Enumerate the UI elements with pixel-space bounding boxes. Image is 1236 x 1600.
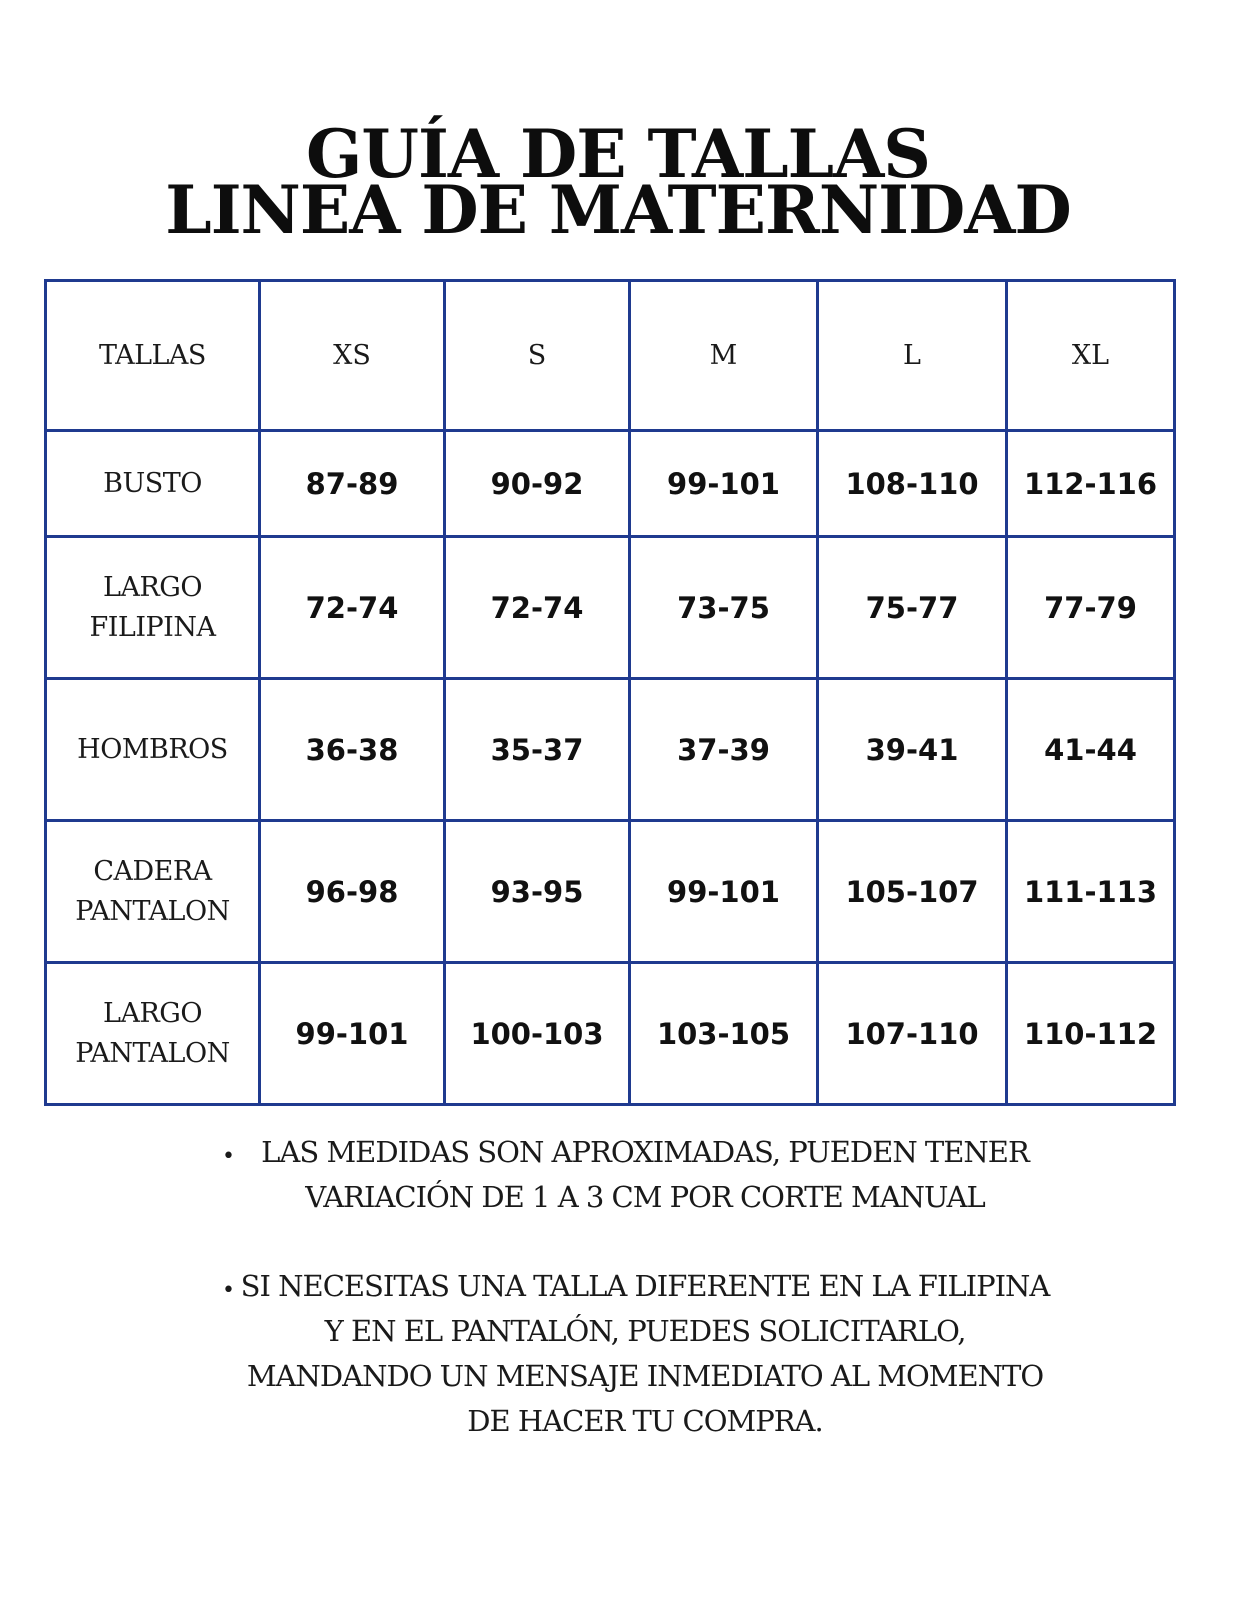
page-subtitle: LINEA DE MATERNIDAD xyxy=(165,171,1071,249)
value-cell xyxy=(818,963,1007,1105)
size-label: M xyxy=(709,340,738,371)
row-label-line: PANTALON xyxy=(75,895,230,927)
value-cell xyxy=(818,431,1007,537)
measurement-value: 87-89 xyxy=(305,466,399,501)
value-cell xyxy=(260,821,445,963)
header-cell-xs xyxy=(260,281,445,431)
header-cell-m xyxy=(630,281,818,431)
row-label-cell xyxy=(46,679,260,821)
table-row xyxy=(46,431,1175,537)
measurement-value: 108-110 xyxy=(845,466,979,501)
measurement-value: 99-101 xyxy=(667,874,780,909)
measurement-value: 111-113 xyxy=(1023,874,1158,909)
measurement-value: 39-41 xyxy=(865,732,959,767)
measurement-value: 105-107 xyxy=(845,874,979,909)
size-label: XL xyxy=(1071,340,1110,371)
row-label-cell xyxy=(46,963,260,1105)
measurement-value: 112-116 xyxy=(1023,466,1158,501)
note-line: VARIACIÓN DE 1 A 3 CM POR CORTE MANUAL xyxy=(305,1180,985,1214)
size-label: S xyxy=(527,340,547,371)
row-label-cell xyxy=(46,821,260,963)
measurement-value: 110-112 xyxy=(1023,1016,1158,1051)
measurement-value: 72-74 xyxy=(490,590,584,625)
measurement-value: 93-95 xyxy=(490,874,584,909)
note-line: DE HACER TU COMPRA. xyxy=(467,1404,823,1438)
measurement-value: 75-77 xyxy=(865,590,959,625)
header-cell-tallas xyxy=(46,281,260,431)
value-cell xyxy=(445,821,630,963)
corner-label: TALLAS xyxy=(99,339,206,371)
value-cell xyxy=(445,963,630,1105)
table-row xyxy=(46,963,1175,1105)
table-row xyxy=(46,679,1175,821)
value-cell xyxy=(260,679,445,821)
row-label-line: CADERA xyxy=(93,855,212,887)
measurement-value: 99-101 xyxy=(295,1016,409,1051)
note-line: MANDANDO UN MENSAJE INMEDIATO AL MOMENTO xyxy=(246,1359,1044,1393)
row-label: HOMBROS xyxy=(77,733,228,765)
value-cell xyxy=(260,537,445,679)
bullet-icon: • xyxy=(222,1278,235,1303)
measurement-value: 96-98 xyxy=(305,874,399,909)
value-cell xyxy=(818,537,1007,679)
note-line: Y EN EL PANTALÓN, PUEDES SOLICITARLO, xyxy=(324,1314,966,1348)
measurement-value: 41-44 xyxy=(1044,732,1137,767)
header-cell-s xyxy=(445,281,630,431)
measurement-value: 72-74 xyxy=(305,590,399,625)
size-label: XS xyxy=(333,340,371,371)
value-cell xyxy=(445,431,630,537)
size-label: L xyxy=(903,340,921,371)
row-label-line: LARGO xyxy=(103,997,202,1029)
row-label-line: PANTALON xyxy=(75,1037,230,1069)
row-label-cell xyxy=(46,431,260,537)
size-chart-table xyxy=(44,279,1176,1106)
table-row xyxy=(46,821,1175,963)
measurement-value: 107-110 xyxy=(845,1016,979,1051)
measurement-value: 90-92 xyxy=(490,466,584,501)
note-line: LAS MEDIDAS SON APROXIMADAS, PUEDEN TENER xyxy=(261,1135,1029,1169)
measurement-value: 99-101 xyxy=(667,466,780,501)
page-title: GUÍA DE TALLAS xyxy=(306,115,930,193)
value-cell xyxy=(1007,679,1175,821)
value-cell xyxy=(630,679,818,821)
measurement-value: 73-75 xyxy=(677,590,770,625)
value-cell xyxy=(260,431,445,537)
header-cell-l xyxy=(818,281,1007,431)
value-cell xyxy=(1007,431,1175,537)
row-label-line: FILIPINA xyxy=(89,611,216,643)
value-cell xyxy=(445,679,630,821)
measurement-value: 36-38 xyxy=(305,732,399,767)
note-approximate-measures xyxy=(210,1130,1080,1220)
measurement-value: 100-103 xyxy=(470,1016,604,1051)
value-cell xyxy=(630,821,818,963)
measurement-value: 35-37 xyxy=(490,732,584,767)
value-cell xyxy=(1007,963,1175,1105)
row-label-line: LARGO xyxy=(103,571,202,603)
table-header-row xyxy=(46,281,1175,431)
value-cell xyxy=(630,537,818,679)
table-row xyxy=(46,537,1175,679)
value-cell xyxy=(1007,821,1175,963)
value-cell xyxy=(445,537,630,679)
value-cell xyxy=(260,963,445,1105)
value-cell xyxy=(630,963,818,1105)
measurement-value: 37-39 xyxy=(677,732,770,767)
measurement-value: 77-79 xyxy=(1044,590,1137,625)
note-line: SI NECESITAS UNA TALLA DIFERENTE EN LA FILIPINA xyxy=(240,1269,1050,1303)
row-label-cell xyxy=(46,537,260,679)
note-different-size xyxy=(210,1264,1080,1444)
bullet-icon: • xyxy=(222,1144,235,1169)
row-label: BUSTO xyxy=(103,467,202,499)
value-cell xyxy=(630,431,818,537)
header-cell-xl xyxy=(1007,281,1175,431)
measurement-value: 103-105 xyxy=(656,1016,791,1051)
value-cell xyxy=(818,679,1007,821)
value-cell xyxy=(818,821,1007,963)
value-cell xyxy=(1007,537,1175,679)
